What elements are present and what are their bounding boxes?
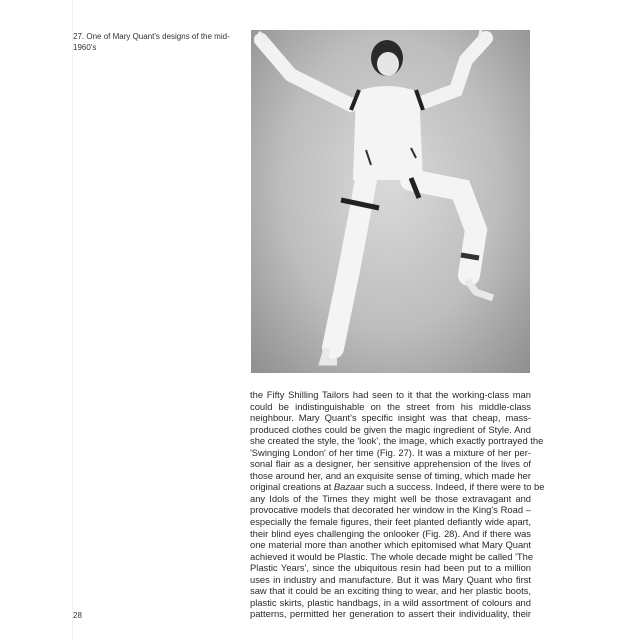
figure-photo [251, 30, 530, 373]
page-edge [72, 0, 73, 640]
text-line: plastic skirts, plastic handbags, in a wild assortment of colours and [250, 596, 531, 608]
text-line: could be indistinguishable on the street from his middle-class [250, 400, 531, 412]
text-line: the Fifty Shilling Tailors had seen to it that the working-class man [250, 389, 531, 400]
dancing-model-illustration [251, 30, 530, 373]
text-line: produced clothes could be given the magic ingredient of Style. And [250, 423, 531, 435]
text-line: one material more than another which epitomised what Mary Quant [250, 539, 531, 551]
text-line: any Idols of the Times they might well be those extravagant and [250, 492, 531, 504]
text-line: saw that it could be an exciting thing to wear, and her plastic boots, [250, 585, 531, 597]
text-line: achieved it would be Plastic. The whole decade might be called 'The [250, 550, 534, 562]
text-line: 'Swinging London' of her time (Fig. 27). It was a mixture of her per- [250, 446, 531, 458]
text-line: neighbour. Mary Quant's specific insight was that cheap, mass- [250, 412, 531, 424]
text-line: provocative models that decorated her window in the King's Road – [250, 504, 531, 516]
page-number: 28 [73, 611, 82, 620]
text-line: sonal flair as a designer, her sensitive apprehension of the lives of [250, 458, 531, 470]
body-text [250, 389, 545, 620]
figure-caption: 27. One of Mary Quant's designs of the mid-1960's [73, 32, 230, 52]
text-line: their blind eyes challenging the onlooker (Fig. 28). And if there was [250, 527, 531, 539]
text-line: especially the female figures, their feet planted defiantly wide apart, [250, 516, 531, 528]
text-line: she created the style, the 'look', the image, which exactly portrayed the [250, 435, 544, 447]
text-line: Plastic Years', since the ubiquitous resin had been put to a million [250, 562, 531, 574]
text-line: uses in industry and manufacture. But it was Mary Quant who first [250, 573, 531, 585]
text-line: those around her, and an exquisite sense of timing, which made her [250, 469, 531, 481]
text-line: original creations at Bazaar such a success. Indeed, if there were to be [250, 481, 545, 493]
text-line: patterns, permitted her generation to assert their individuality, their [250, 608, 531, 620]
